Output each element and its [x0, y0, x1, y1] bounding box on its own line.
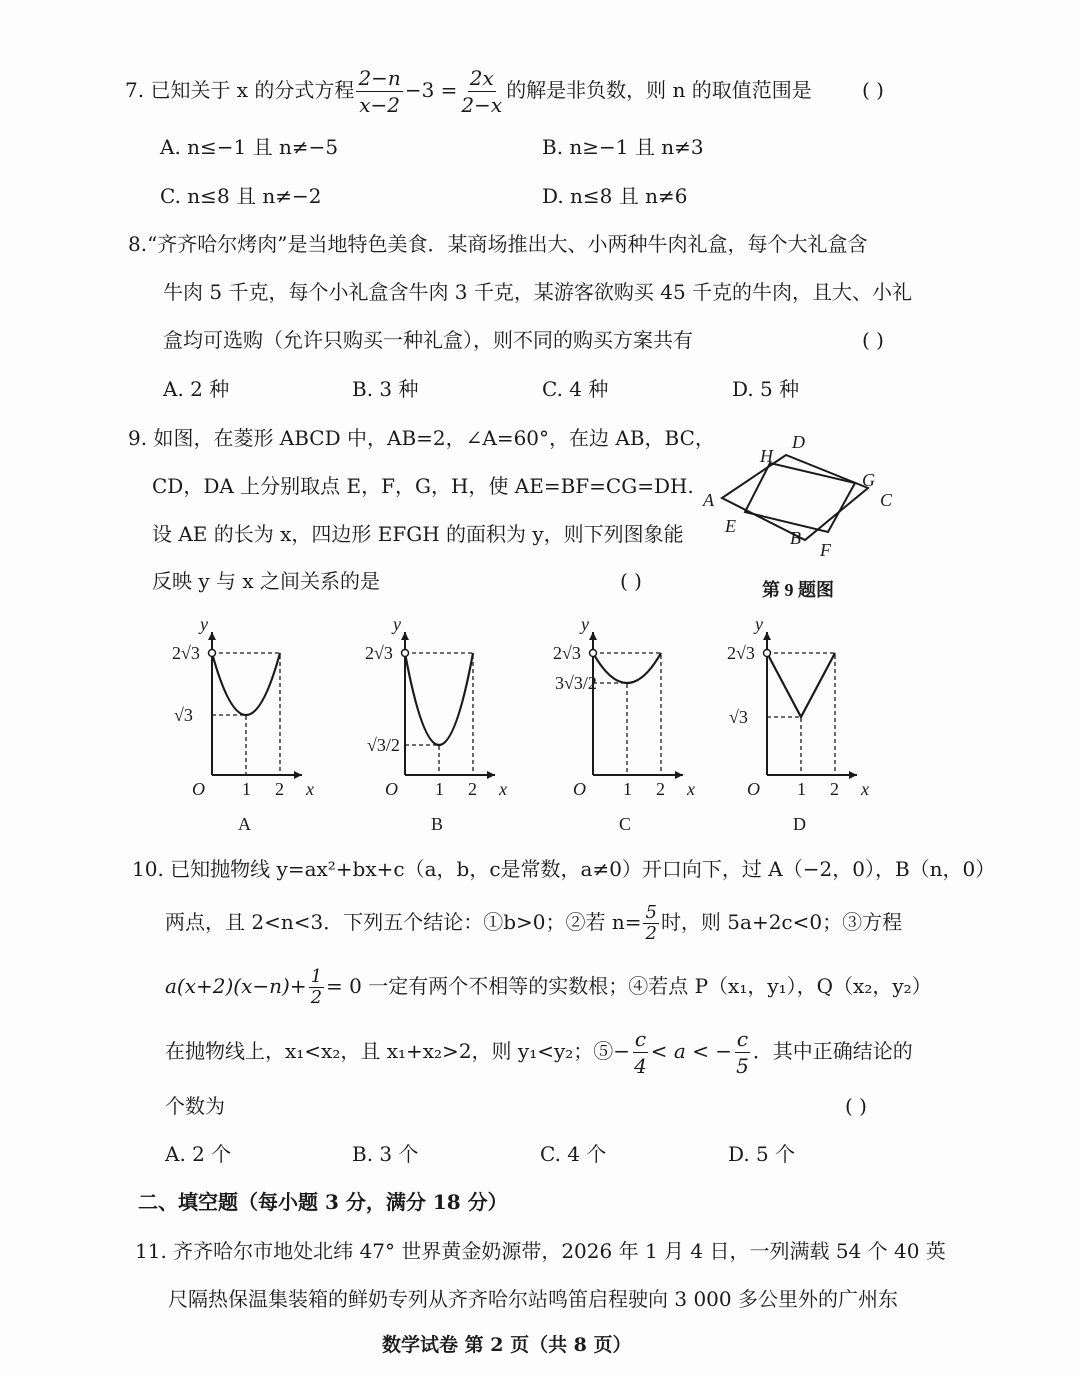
label-b: B: [790, 528, 801, 548]
option-c: C. 4 个: [540, 1142, 607, 1166]
fraction: [643, 903, 658, 944]
q10-text: a(x+2)(x−n)+: [165, 974, 307, 998]
q10-text: 两点，且 2<n<3．下列五个结论：①b>0；②若 n=: [165, 910, 642, 934]
origin-label: O: [747, 779, 760, 799]
q11-line: 尺隔热保温集装箱的鲜奶专列从齐齐哈尔站鸣笛启程驶向 3 000 多公里外的广州东: [168, 1287, 898, 1311]
y-tick-top: 2√3: [553, 643, 581, 663]
figure-caption: 第 9 题图: [762, 580, 834, 600]
numerator: 5: [645, 902, 657, 923]
open-point: [764, 650, 771, 657]
y-label: y: [581, 614, 589, 634]
q8-line: 8.“齐齐哈尔烤肉”是当地特色美食．某商场推出大、小两种牛肉礼盒，每个大礼盒含: [128, 232, 868, 256]
graph-a: [172, 614, 314, 834]
graph-c: [553, 614, 695, 834]
option-a: A. n≤−1 且 n≠−5: [160, 135, 339, 159]
section-heading: 二、填空题（每小题 3 分，满分 18 分）: [138, 1190, 508, 1214]
graph-caption: B: [431, 814, 444, 834]
q10-line: [165, 962, 932, 1010]
answer-paren: ( ): [862, 328, 884, 352]
q10-text: 时，则 5a+2c<0；③方程: [660, 910, 903, 934]
dashed-guides: [405, 653, 473, 775]
option-d: D. 5 个: [728, 1142, 796, 1166]
y-tick-low: √3/2: [367, 735, 400, 755]
option-a: A. 2 种: [163, 377, 230, 401]
option-b: B. n≥−1 且 n≠3: [542, 135, 704, 159]
tick-1: 1: [797, 779, 806, 799]
function-curve: [212, 653, 280, 715]
graph-b: [365, 614, 507, 834]
q9-line: 反映 y 与 x 之间关系的是: [152, 569, 381, 593]
origin-label: O: [385, 779, 398, 799]
q7-text: −3 =: [404, 78, 458, 102]
q10-text: < a < −: [650, 1039, 733, 1063]
q11-line: 11. 齐齐哈尔市地处北纬 47° 世界黄金奶源带，2026 年 1 月 4 日，一列满载 54 个 40 英: [135, 1239, 946, 1263]
q10-text: = 0 一定有两个不相等的实数根；④若点 P（x₁，y₁），Q（x₂，y₂）: [326, 974, 932, 998]
label-d: D: [792, 432, 805, 452]
denominator: 4: [634, 1054, 647, 1078]
answer-paren: ( ): [845, 1094, 867, 1118]
q9-line: CD，DA 上分别取点 E，F，G，H，使 AE=BF=CG=DH.: [152, 474, 694, 498]
tick-2: 2: [468, 779, 477, 799]
option-a: A. 2 个: [165, 1142, 232, 1166]
y-label: y: [755, 614, 763, 634]
q8-line: 牛肉 5 千克，每个小礼盒含牛肉 3 千克，某游客欲购买 45 千克的牛肉，且大、小礼: [163, 280, 913, 304]
q9-line: 设 AE 的长为 x，四边形 EFGH 的面积为 y，则下列图象能: [152, 522, 684, 546]
x-label: x: [499, 779, 507, 799]
option-b: B. 3 种: [352, 377, 419, 401]
x-label: x: [861, 779, 869, 799]
numerator: c: [736, 1027, 749, 1051]
y-label: y: [200, 614, 208, 634]
denominator: 2: [310, 987, 323, 1008]
y-tick-top: 2√3: [172, 643, 200, 663]
tick-2: 2: [830, 779, 839, 799]
fraction: [632, 1026, 649, 1079]
tick-2: 2: [656, 779, 665, 799]
denominator: 2−x: [461, 93, 503, 117]
q9-line: 9. 如图，在菱形 ABCD 中，AB=2，∠A=60°，在边 AB，BC，: [128, 426, 715, 450]
q10-line: [165, 898, 902, 946]
answer-paren: ( ): [620, 569, 642, 593]
q7-text: 的解是非负数，则 n 的取值范围是: [506, 78, 812, 102]
q8-line: 盒均可选购（允许只购买一种礼盒），则不同的购买方案共有: [163, 328, 693, 352]
tick-1: 1: [435, 779, 444, 799]
denominator: 5: [736, 1054, 749, 1078]
label-c: C: [880, 490, 893, 510]
open-point: [402, 650, 409, 657]
quad-efgh: [745, 463, 855, 532]
origin-label: O: [573, 779, 586, 799]
origin-label: O: [192, 779, 205, 799]
graph-d: [727, 614, 869, 834]
q7-text: 7. 已知关于 x 的分式方程: [125, 78, 355, 102]
option-b: B. 3 个: [352, 1142, 419, 1166]
numerator: c: [634, 1027, 647, 1051]
function-curve: [405, 653, 473, 745]
tick-2: 2: [275, 779, 284, 799]
graph-caption: D: [793, 814, 806, 834]
label-g: G: [862, 470, 875, 490]
label-h: H: [760, 446, 773, 466]
answer-graphs: [172, 614, 869, 834]
x-label: x: [306, 779, 314, 799]
option-d: D. n≤8 且 n≠6: [542, 184, 688, 208]
axis-arrows: [208, 632, 302, 779]
option-c: C. n≤8 且 n≠−2: [160, 184, 322, 208]
tick-1: 1: [242, 779, 251, 799]
y-tick-low: 3√3/2: [555, 673, 597, 693]
y-tick-low: √3: [729, 707, 748, 727]
answer-paren: ( ): [862, 78, 884, 102]
function-curve: [767, 653, 835, 717]
axis-arrows: [589, 632, 683, 779]
label-f: F: [820, 540, 831, 560]
numerator: 1: [310, 966, 323, 987]
page-footer: 数学试卷 第 2 页（共 8 页）: [382, 1334, 632, 1356]
label-a: A: [703, 490, 714, 510]
q10-line: [165, 1025, 913, 1079]
tick-1: 1: [623, 779, 632, 799]
x-label: x: [687, 779, 695, 799]
axis-arrows: [763, 632, 857, 779]
graph-caption: C: [619, 814, 632, 834]
y-tick-top: 2√3: [727, 643, 755, 663]
denominator: x−2: [359, 93, 400, 117]
option-c: C. 4 种: [542, 377, 609, 401]
q10-line: 个数为: [165, 1094, 225, 1118]
open-point: [209, 650, 216, 657]
numerator: 2−n: [358, 66, 401, 90]
label-e: E: [725, 516, 736, 536]
open-point: [590, 650, 597, 657]
denominator: 2: [645, 923, 657, 944]
fraction: [734, 1026, 751, 1079]
numerator: 2x: [469, 66, 494, 90]
axis-arrows: [401, 632, 495, 779]
function-curve: [593, 653, 661, 683]
graph-caption: A: [238, 814, 251, 834]
q10-text: 在抛物线上，x₁<x₂，且 x₁+x₂>2，则 y₁<y₂；⑤−: [165, 1039, 631, 1063]
y-tick-top: 2√3: [365, 643, 393, 663]
rhombus-labels: [702, 432, 893, 560]
fraction: [309, 967, 324, 1008]
y-tick-low: √3: [174, 705, 193, 725]
dashed-guides: [593, 653, 661, 775]
y-label: y: [393, 614, 401, 634]
q10-line: 10. 已知抛物线 y=ax²+bx+c（a，b，c是常数，a≠0）开口向下，过 A（−2，0），B（n，0）: [132, 857, 996, 881]
option-d: D. 5 种: [732, 377, 800, 401]
q10-text: ．其中正确结论的: [752, 1039, 913, 1063]
